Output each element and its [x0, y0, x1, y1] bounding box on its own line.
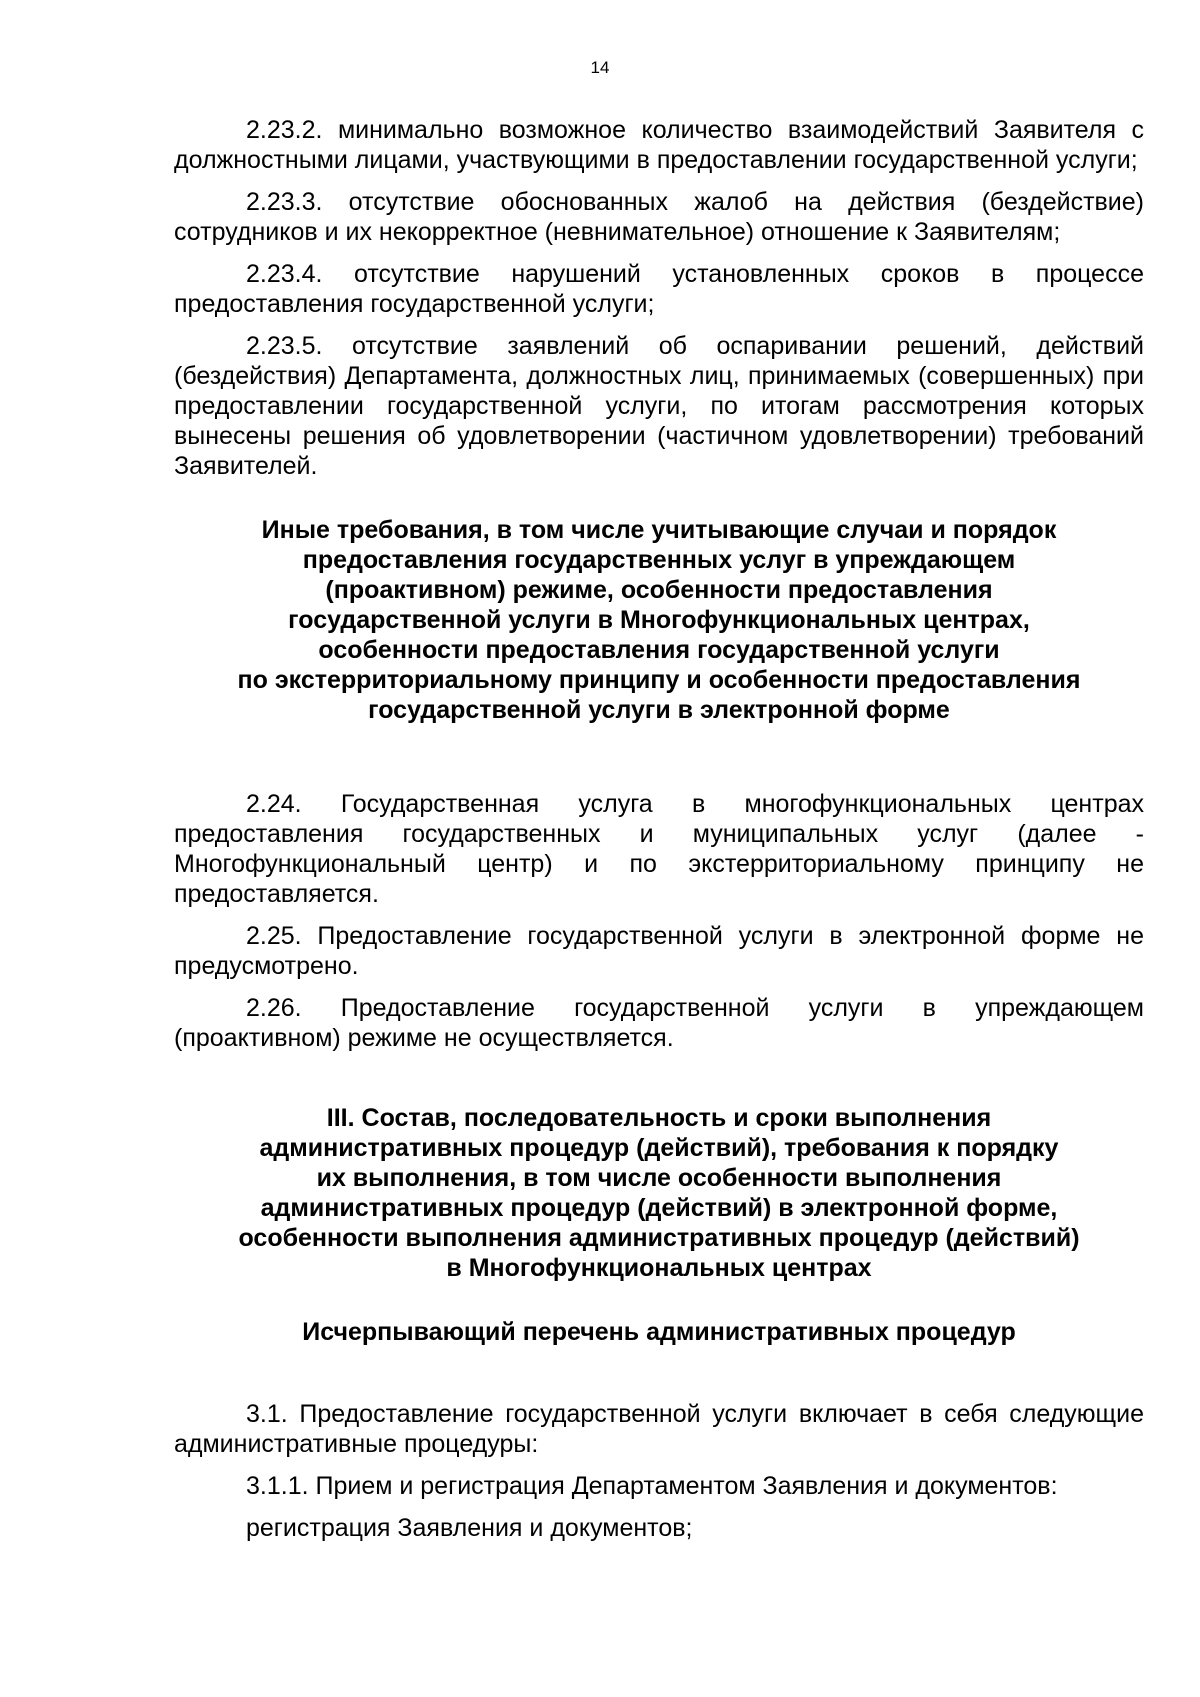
heading-line: (проактивном) режиме, особенности предоставления: [325, 576, 993, 604]
paragraph-3-1-1: 3.1.1. Прием и регистрация Департаментом Заявления и документов:: [246, 1472, 1058, 1500]
heading-line: по экстерриториальному принципу и особенности предоставления: [237, 666, 1081, 694]
document-body: [174, 115, 1144, 1555]
heading-line: Исчерпывающий перечень административных процедур: [302, 1318, 1016, 1346]
paragraph-registration: регистрация Заявления и документов;: [246, 1514, 693, 1542]
paragraph-2-23-3: 2.23.3. отсутствие обоснованных жалоб на действия (бездействие) сотрудников и их некорректное (невнимательное) отношение к Заявителям;: [174, 188, 1144, 246]
paragraph-2-26: 2.26. Предоставление государственной услуги в упреждающем (проактивном) режиме не осуществляется.: [174, 994, 1144, 1052]
page-number: 14: [590, 58, 610, 77]
paragraph-2-23-2: 2.23.2. минимально возможное количество взаимодействий Заявителя с должностными лицами, участвующими в предоставлении государственной услуги;: [174, 116, 1144, 174]
heading-line: III. Состав, последовательность и сроки выполнения: [326, 1104, 992, 1132]
section-heading-other-requirements: [174, 515, 1144, 725]
heading-line: государственной услуги в электронной форме: [368, 696, 950, 724]
heading-line: государственной услуги в Многофункциональных центрах,: [288, 606, 1030, 634]
heading-line: Иные требования, в том числе учитывающие случаи и порядок: [261, 516, 1057, 544]
heading-line: особенности выполнения административных процедур (действий): [238, 1224, 1080, 1252]
section-heading-iii: [174, 1103, 1144, 1283]
heading-line: административных процедур (действий), требования к порядку: [259, 1134, 1059, 1162]
heading-line: административных процедур (действий) в электронной форме,: [260, 1194, 1058, 1222]
paragraph-2-23-4: 2.23.4. отсутствие нарушений установленных сроков в процессе предоставления государственной услуги;: [174, 260, 1144, 318]
heading-line: в Многофункциональных центрах: [446, 1254, 872, 1282]
heading-line: предоставления государственных услуг в упреждающем: [302, 546, 1016, 574]
paragraph-2-25: 2.25. Предоставление государственной услуги в электронной форме не предусмотрено.: [174, 922, 1144, 980]
subsection-heading-procedures-list: [174, 1317, 1144, 1347]
heading-line: их выполнения, в том числе особенности выполнения: [316, 1164, 1002, 1192]
paragraph-2-23-5: 2.23.5. отсутствие заявлений об оспаривании решений, действий (бездействия) Департамента, должностных лиц, принимаемых (совершенных) при предоставлении государственной услуги, по итогам рассмотрения которых вынесены решения об удовлетворении (частичном удовлетворении) требований Заявителей.: [174, 332, 1144, 480]
paragraph-2-24: 2.24. Государственная услуга в многофункциональных центрах предоставления государственных и муниципальных услуг (далее - Многофункциональный центр) и по экстерриториальному принципу не предоставляется.: [174, 790, 1144, 908]
heading-line: особенности предоставления государственной услуги: [318, 636, 1000, 664]
paragraph-3-1: 3.1. Предоставление государственной услуги включает в себя следующие административные процедуры:: [174, 1400, 1144, 1458]
